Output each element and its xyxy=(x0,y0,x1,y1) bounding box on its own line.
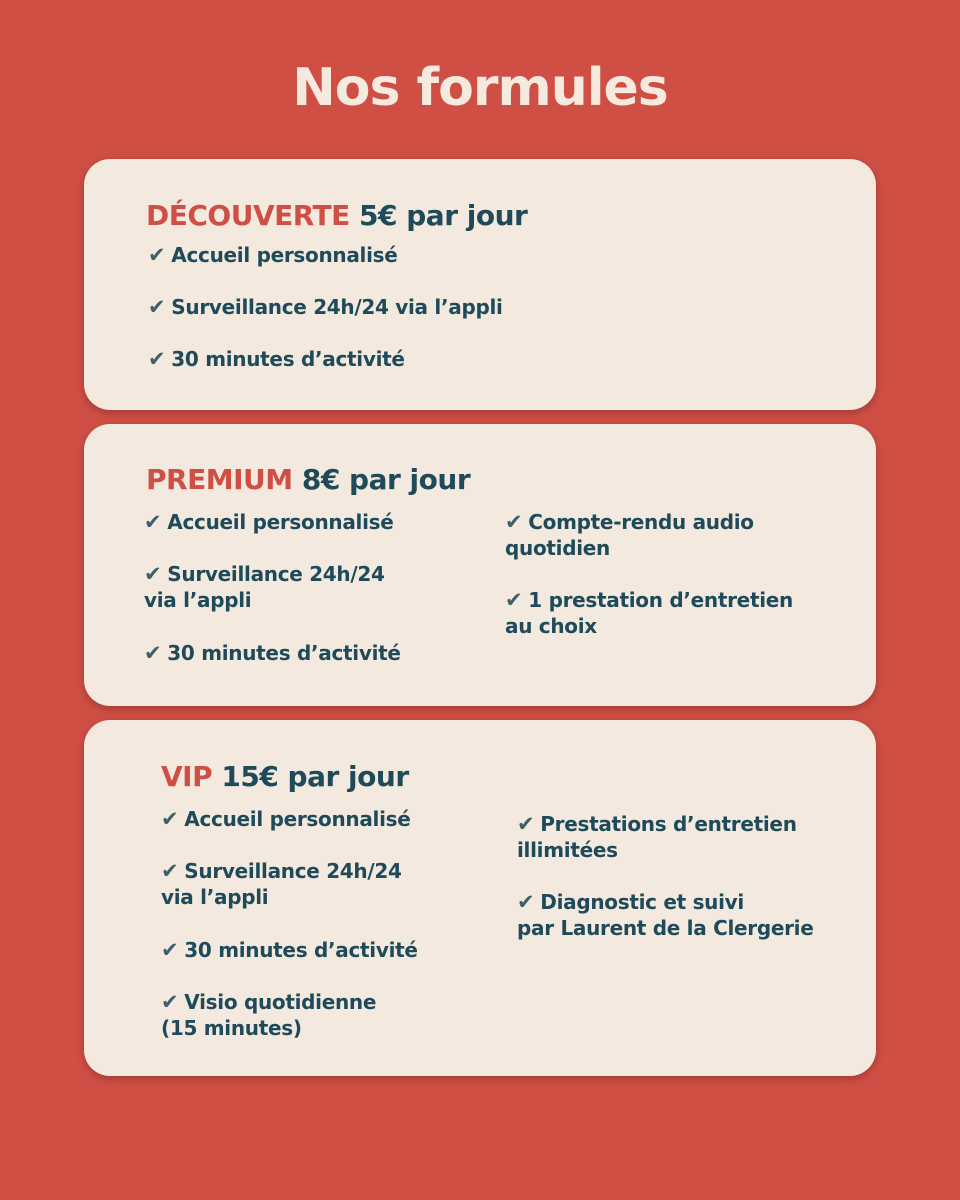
plan-name: VIP xyxy=(161,760,213,793)
feature-text: Diagnostic et suivi xyxy=(540,890,744,914)
plan-name: DÉCOUVERTE xyxy=(146,199,350,232)
plan-card-premium xyxy=(84,424,876,706)
feature-text: 1 prestation d’entretien xyxy=(528,588,793,612)
feature-item xyxy=(144,509,394,535)
feature-text: Surveillance 24h/24 xyxy=(167,562,385,586)
feature-text-line2: via l’appli xyxy=(144,588,252,612)
plan-price: 15€ par jour xyxy=(221,760,409,793)
feature-text: 30 minutes d’activité xyxy=(184,938,418,962)
plan-price: 5€ par jour xyxy=(359,199,528,232)
check-icon: ✔ xyxy=(144,510,162,534)
feature-text-line2: illimitées xyxy=(517,838,618,862)
feature-text-line2: par Laurent de la Clergerie xyxy=(517,916,814,940)
feature-text: Surveillance 24h/24 xyxy=(184,859,402,883)
feature-item xyxy=(148,346,405,372)
feature-text: Surveillance 24h/24 via l’appli xyxy=(171,295,503,319)
plan-price: 8€ par jour xyxy=(301,463,471,496)
check-icon: ✔ xyxy=(505,510,523,534)
feature-text-line2: via l’appli xyxy=(161,885,269,909)
check-icon: ✔ xyxy=(517,812,535,836)
feature-item xyxy=(161,989,376,1041)
feature-text: Prestations d’entretien xyxy=(540,812,797,836)
feature-text: Accueil personnalisé xyxy=(184,807,411,831)
feature-item xyxy=(505,509,754,561)
plan-header xyxy=(161,760,409,793)
feature-item xyxy=(517,889,814,941)
check-icon: ✔ xyxy=(517,890,535,914)
feature-text: 30 minutes d’activité xyxy=(167,641,401,665)
plan-card-vip xyxy=(84,720,876,1076)
check-icon: ✔ xyxy=(144,562,162,586)
feature-text-line2: (15 minutes) xyxy=(161,1016,302,1040)
feature-item xyxy=(161,937,418,963)
feature-item xyxy=(505,587,793,639)
feature-text-line2: quotidien xyxy=(505,536,610,560)
feature-item xyxy=(161,858,402,910)
feature-text-line2: au choix xyxy=(505,614,597,638)
feature-item xyxy=(517,811,797,863)
check-icon: ✔ xyxy=(148,243,166,267)
check-icon: ✔ xyxy=(505,588,523,612)
plan-card-decouverte xyxy=(84,159,876,410)
feature-item xyxy=(161,806,411,832)
check-icon: ✔ xyxy=(161,859,179,883)
plan-name: PREMIUM xyxy=(146,463,293,496)
page-title: Nos formules xyxy=(292,58,668,118)
feature-item xyxy=(148,294,503,320)
check-icon: ✔ xyxy=(161,990,179,1014)
feature-text: Compte-rendu audio xyxy=(528,510,754,534)
feature-text: Accueil personnalisé xyxy=(171,243,398,267)
feature-text: Accueil personnalisé xyxy=(167,510,394,534)
plan-header xyxy=(146,463,470,496)
feature-text: Visio quotidienne xyxy=(184,990,377,1014)
check-icon: ✔ xyxy=(161,807,179,831)
check-icon: ✔ xyxy=(161,938,179,962)
plan-header xyxy=(146,199,527,232)
feature-item xyxy=(144,561,385,613)
check-icon: ✔ xyxy=(148,295,166,319)
check-icon: ✔ xyxy=(148,347,166,371)
feature-item xyxy=(148,242,398,268)
feature-text: 30 minutes d’activité xyxy=(171,347,405,371)
check-icon: ✔ xyxy=(144,641,162,665)
feature-item xyxy=(144,640,401,666)
